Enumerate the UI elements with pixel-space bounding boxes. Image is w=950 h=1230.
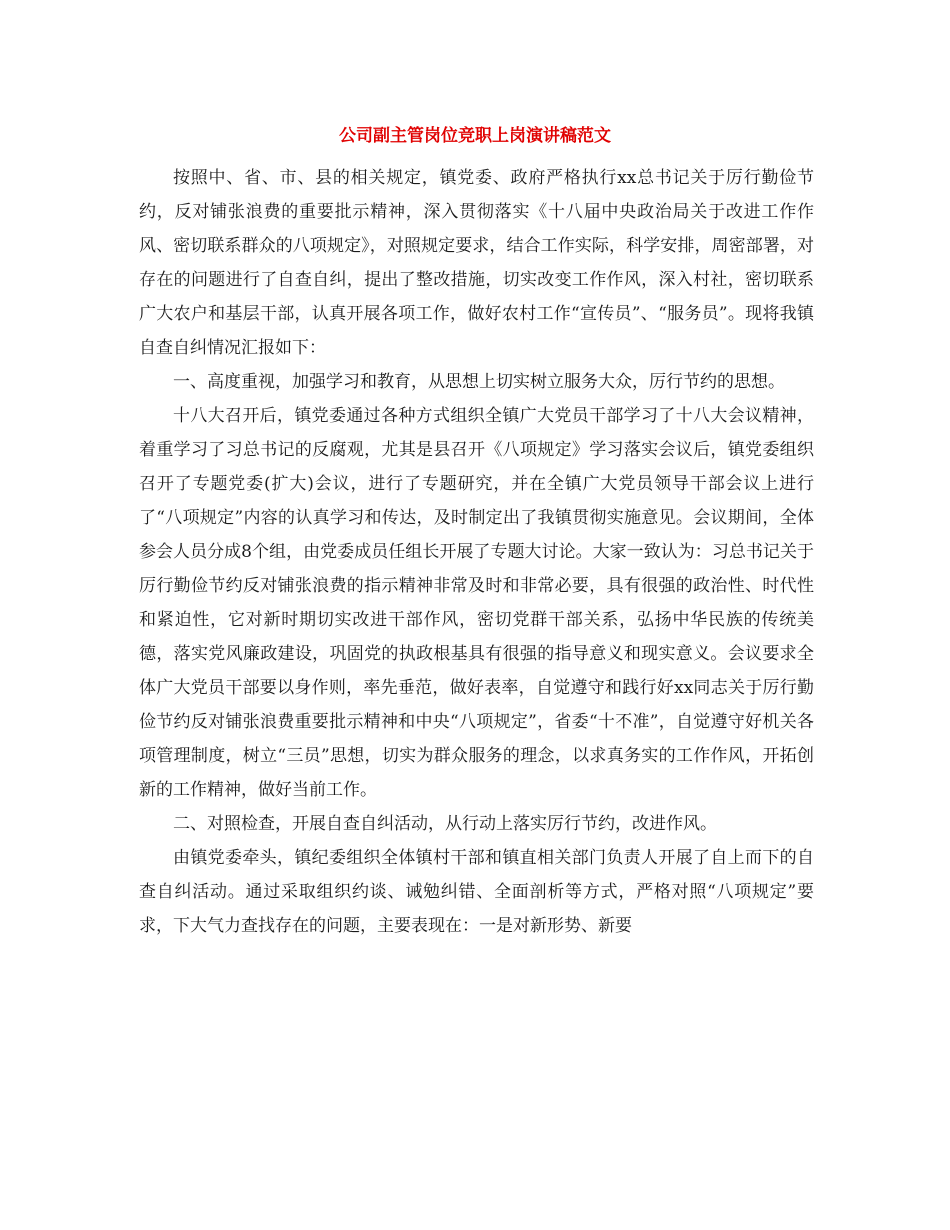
- document-title: 公司副主管岗位竞职上岗演讲稿范文: [339, 126, 611, 146]
- paragraph-section-2-heading: 二、对照检查，开展自查自纠活动，从行动上落实厉行节约，改进作风。: [173, 814, 717, 834]
- paragraph-section-2-body: 由镇党委牵头，镇纪委组织全体镇村干部和镇直相关部门负责人开展了自上而下的自查自纠活动。通过采取组织约谈、诫勉纠错、全面剖析等方式，严格对照“八项规定”要求，下大气力查找存在的问题，主要表现在：一是对新形势、新要: [139, 848, 814, 936]
- paragraph-section-1-heading: 一、高度重视，加强学习和教育，从思想上切实树立服务大众，厉行节约的思想。: [173, 372, 785, 392]
- paragraph-intro: 按照中、省、市、县的相关规定，镇党委、政府严格执行xx总书记关于厉行勤俭节约，反对铺张浪费的重要批示精神，深入贯彻落实《十八届中央政治局关于改进工作作风、密切联系群众的八项规定》，对照规定要求，结合工作实际，科学安排，周密部署，对存在的问题进行了自查自纠，提出了整改措施，切实改变工作作风，深入村社，密切联系广大农户和基层干部，认真开展各项工作，做好农村工作“宣传员”、“服务员”。现将我镇自查自纠情况汇报如下：: [139, 168, 814, 358]
- document-body: [139, 161, 814, 943]
- paragraph-section-1-body: 十八大召开后，镇党委通过各种方式组织全镇广大党员干部学习了十八大会议精神，着重学习了习总书记的反腐观，尤其是县召开《八项规定》学习落实会议后，镇党委组织召开了专题党委(扩大)会议，进行了专题研究，并在全镇广大党员领导干部会议上进行了“八项规定”内容的认真学习和传达，及时制定出了我镇贯彻实施意见。会议期间，全体参会人员分成8个组，由党委成员任组长开展了专题大讨论。大家一致认为：习总书记关于厉行勤俭节约反对铺张浪费的指示精神非常及时和非常必要，具有很强的政治性、时代性和紧迫性，它对新时期切实改进干部作风，密切党群干部关系，弘扬中华民族的传统美德，落实党风廉政建设，巩固党的执政根基具有很强的指导意义和现实意义。会议要求全体广大党员干部要以身作则，率先垂范，做好表率，自觉遵守和践行好xx同志关于厉行勤俭节约反对铺张浪费重要批示精神和中央“八项规定”，省委“十不准”，自觉遵守好机关各项管理制度，树立“三员”思想，切实为群众服务的理念，以求真务实的工作作风，开拓创新的工作精神，做好当前工作。: [139, 406, 814, 800]
